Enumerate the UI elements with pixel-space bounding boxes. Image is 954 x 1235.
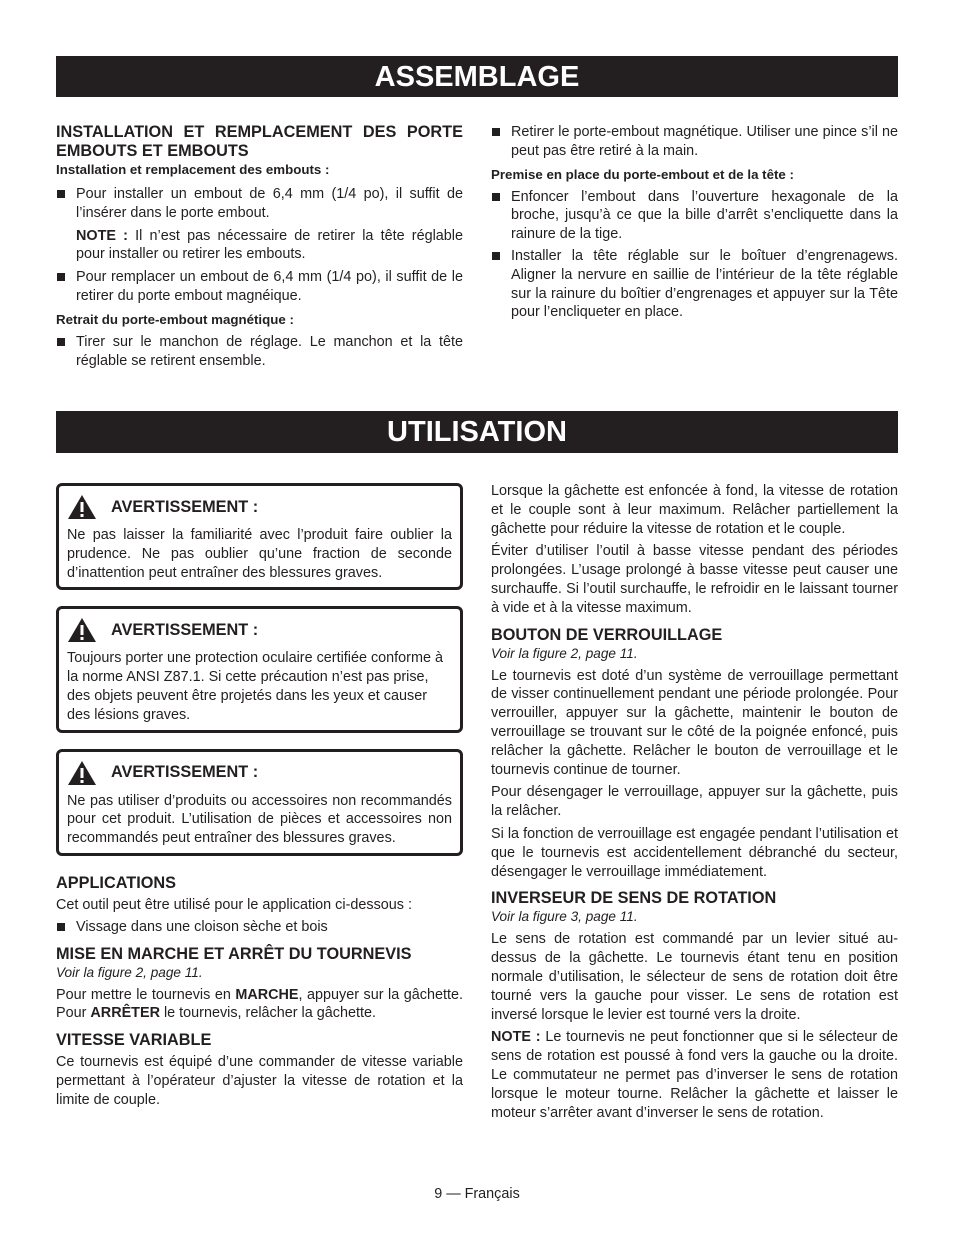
warning-triangle-icon: [67, 760, 97, 786]
paragraph: Le sens de rotation est commandé par un levier situé au-dessus de la gâchette. Le tournevis étant tenu en position normale d’utilisation, le sélecteur de sens de rotation doit être tourné vers la gauche pour visser. Le sens de rotation est inversé lorsque le levier est tourné vers la droite.: [491, 931, 898, 1023]
list-item: Retirer le porte-embout magnétique. Utiliser une pince s’il ne peut pas être retiré à la main.: [491, 123, 898, 161]
note-label: NOTE :: [491, 1029, 541, 1046]
warning-box: [56, 483, 463, 590]
list-item: Pour installer un embout de 6,4 mm (1/4 po), il suffit de l’insérer dans le porte embout.: [56, 185, 463, 223]
applications-heading: APPLICATIONS: [56, 873, 177, 892]
utilisation-left-column: [56, 483, 463, 1110]
figure-reference: Voir la figure 3, page 11.: [491, 909, 638, 925]
list-item: Tirer sur le manchon de réglage. Le manchon et la tête réglable se retirent ensemble.: [56, 333, 463, 371]
warning-header: [67, 760, 452, 786]
warning-text: Ne pas utiliser d’produits ou accessoires non recommandés pour cet produit. L’utilisation de pièces et accessoires non recommandés peut entraîner des blessures graves.: [67, 792, 452, 847]
utilisation-right-column: [491, 482, 898, 1122]
paragraph: Le tournevis est doté d’un système de verrouillage permettant de visser continuellement pendant une période prolongée. Pour verrouiller, appuyer sur la gâchette, maintenir le bouton de verrouillage se trouvant sur le côté de la poignée enfoncé, puis relâcher la gâchette. Relâcher le bouton de verrouillage et le tournevis continue de tourner.: [491, 667, 898, 778]
premise-subheading: Premise en place du porte-embout et de la tête :: [491, 166, 794, 182]
vitesse-text: Ce tournevis est équipé d’une commander de vitesse variable permettant à l’opérateur d’ajuster la vitesse de rotation et la limite de couple.: [56, 1054, 463, 1108]
paragraph: Lorsque la gâchette est enfoncée à fond, la vitesse de rotation et le couple sont à leur maximum. Relâcher partiellement la gâchette pour réduire la vitesse de rotation et le couple.: [491, 483, 898, 537]
paragraph: Éviter d’utiliser l’outil à basse vitesse pendant des périodes prolongées. L’usage prolongé à basse vitesse peut causer une surchauffe. Si l’outil surchauffe, le refroidir en le laissant tourner à vide et à la vitesse maximum.: [491, 543, 898, 616]
warning-box: [56, 749, 463, 856]
utilisation-banner: [56, 411, 898, 453]
installation-subheading: Installation et remplacement des embouts :: [56, 162, 330, 177]
bullet-square-icon: [57, 273, 65, 281]
list-item: Pour remplacer un embout de 6,4 mm (1/4 po), il suffit de le retirer du porte embout magnéique.: [56, 268, 463, 306]
inverseur-heading: INVERSEUR DE SENS DE ROTATION: [491, 889, 777, 908]
warning-title: AVERTISSEMENT :: [111, 497, 259, 516]
warning-triangle-icon: [67, 617, 97, 643]
list-item: Vissage dans une cloison sèche et bois: [56, 918, 463, 937]
mise-en-marche-text: Pour mettre le tournevis en MARCHE, appuyer sur la gâchette. Pour ARRÊTER le tournevis, relâcher la gâchette.: [56, 986, 463, 1022]
warning-text: Toujours porter une protection oculaire certifiée conforme à la norme ANSI Z87.1. Si cette précaution n’est pas prise, des objets peuvent être projetés dans les yeux et causer des lésions graves.: [67, 650, 443, 723]
retrait-subheading: Retrait du porte-embout magnétique :: [56, 311, 294, 327]
installation-heading: INSTALLATION ET REMPLACEMENT DES PORTE EMBOUTS ET EMBOUTS: [56, 123, 463, 160]
warning-box: [56, 606, 463, 732]
warning-triangle-icon: [67, 494, 97, 520]
warning-title: AVERTISSEMENT :: [111, 620, 259, 639]
assemblage-title: ASSEMBLAGE: [374, 61, 580, 93]
list-item: Enfoncer l’embout dans l’ouverture hexagonale de la broche, jusqu’à ce que la bille d’arrêt s’encliquette dans la rainure de la tige.: [491, 188, 898, 244]
assemblage-banner: [56, 56, 898, 97]
assemblage-left-column: [56, 123, 463, 370]
warning-title: AVERTISSEMENT :: [111, 763, 259, 782]
page-footer: 9 — Français: [434, 1186, 520, 1202]
bullet-square-icon: [57, 190, 65, 198]
warning-text: Ne pas laisser la familiarité avec l’produit faire oublier la prudence. Ne pas oublier qu’une fraction de seconde d’inattention peut entraîner des blessures graves.: [67, 527, 452, 581]
utilisation-title: UTILISATION: [387, 416, 567, 448]
assemblage-right-column: [491, 123, 898, 322]
bullet-square-icon: [492, 252, 500, 260]
paragraph: Pour désengager le verrouillage, appuyer sur la gâchette, puis la relâcher.: [491, 784, 898, 820]
paragraph: Si la fonction de verrouillage est engagée pendant l’utilisation et que le tournevis est accidentellement débranché du secteur, désengager le verrouillage immédiatement.: [491, 825, 898, 880]
note-paragraph: NOTE : Il n’est pas nécessaire de retirer la tête réglable pour installer ou retirer les embouts.: [76, 227, 463, 263]
figure-reference: Voir la figure 2, page 11.: [56, 964, 203, 980]
bullet-square-icon: [57, 923, 65, 931]
note-label: NOTE :: [76, 227, 128, 244]
bullet-square-icon: [57, 338, 65, 346]
verrouillage-heading: BOUTON DE VERROUILLAGE: [491, 625, 723, 644]
bullet-square-icon: [492, 128, 500, 136]
figure-reference: Voir la figure 2, page 11.: [491, 645, 638, 661]
bullet-square-icon: [492, 193, 500, 201]
note-paragraph: NOTE : Le tournevis ne peut fonctionner que si le sélecteur de sens de rotation est poussé à fond vers la gauche ou la droite. Le commutateur ne permet pas d’inverser le sens de rotation lorsque le moteur tourne. Relâcher la gâchette et laisser le moteur s’arrêter avant d’inverser le sens de rotation.: [491, 1029, 899, 1121]
warning-header: [67, 494, 452, 520]
vitesse-heading: VITESSE VARIABLE: [56, 1031, 212, 1050]
warning-header: [67, 617, 452, 643]
applications-text: Cet outil peut être utilisé pour le application ci-dessous :: [56, 896, 412, 913]
list-item: Installer la tête réglable sur le boîtuer d’engrenagews. Aligner la nervure en saillie de l’intérieur de la tête réglable sur la rainure du boîtier d’engrenages et appuyer sur la Tête pour l’encliqueter en place.: [491, 247, 898, 322]
mise-en-marche-heading: MISE EN MARCHE ET ARRÊT DU TOURNEVIS: [56, 944, 412, 963]
